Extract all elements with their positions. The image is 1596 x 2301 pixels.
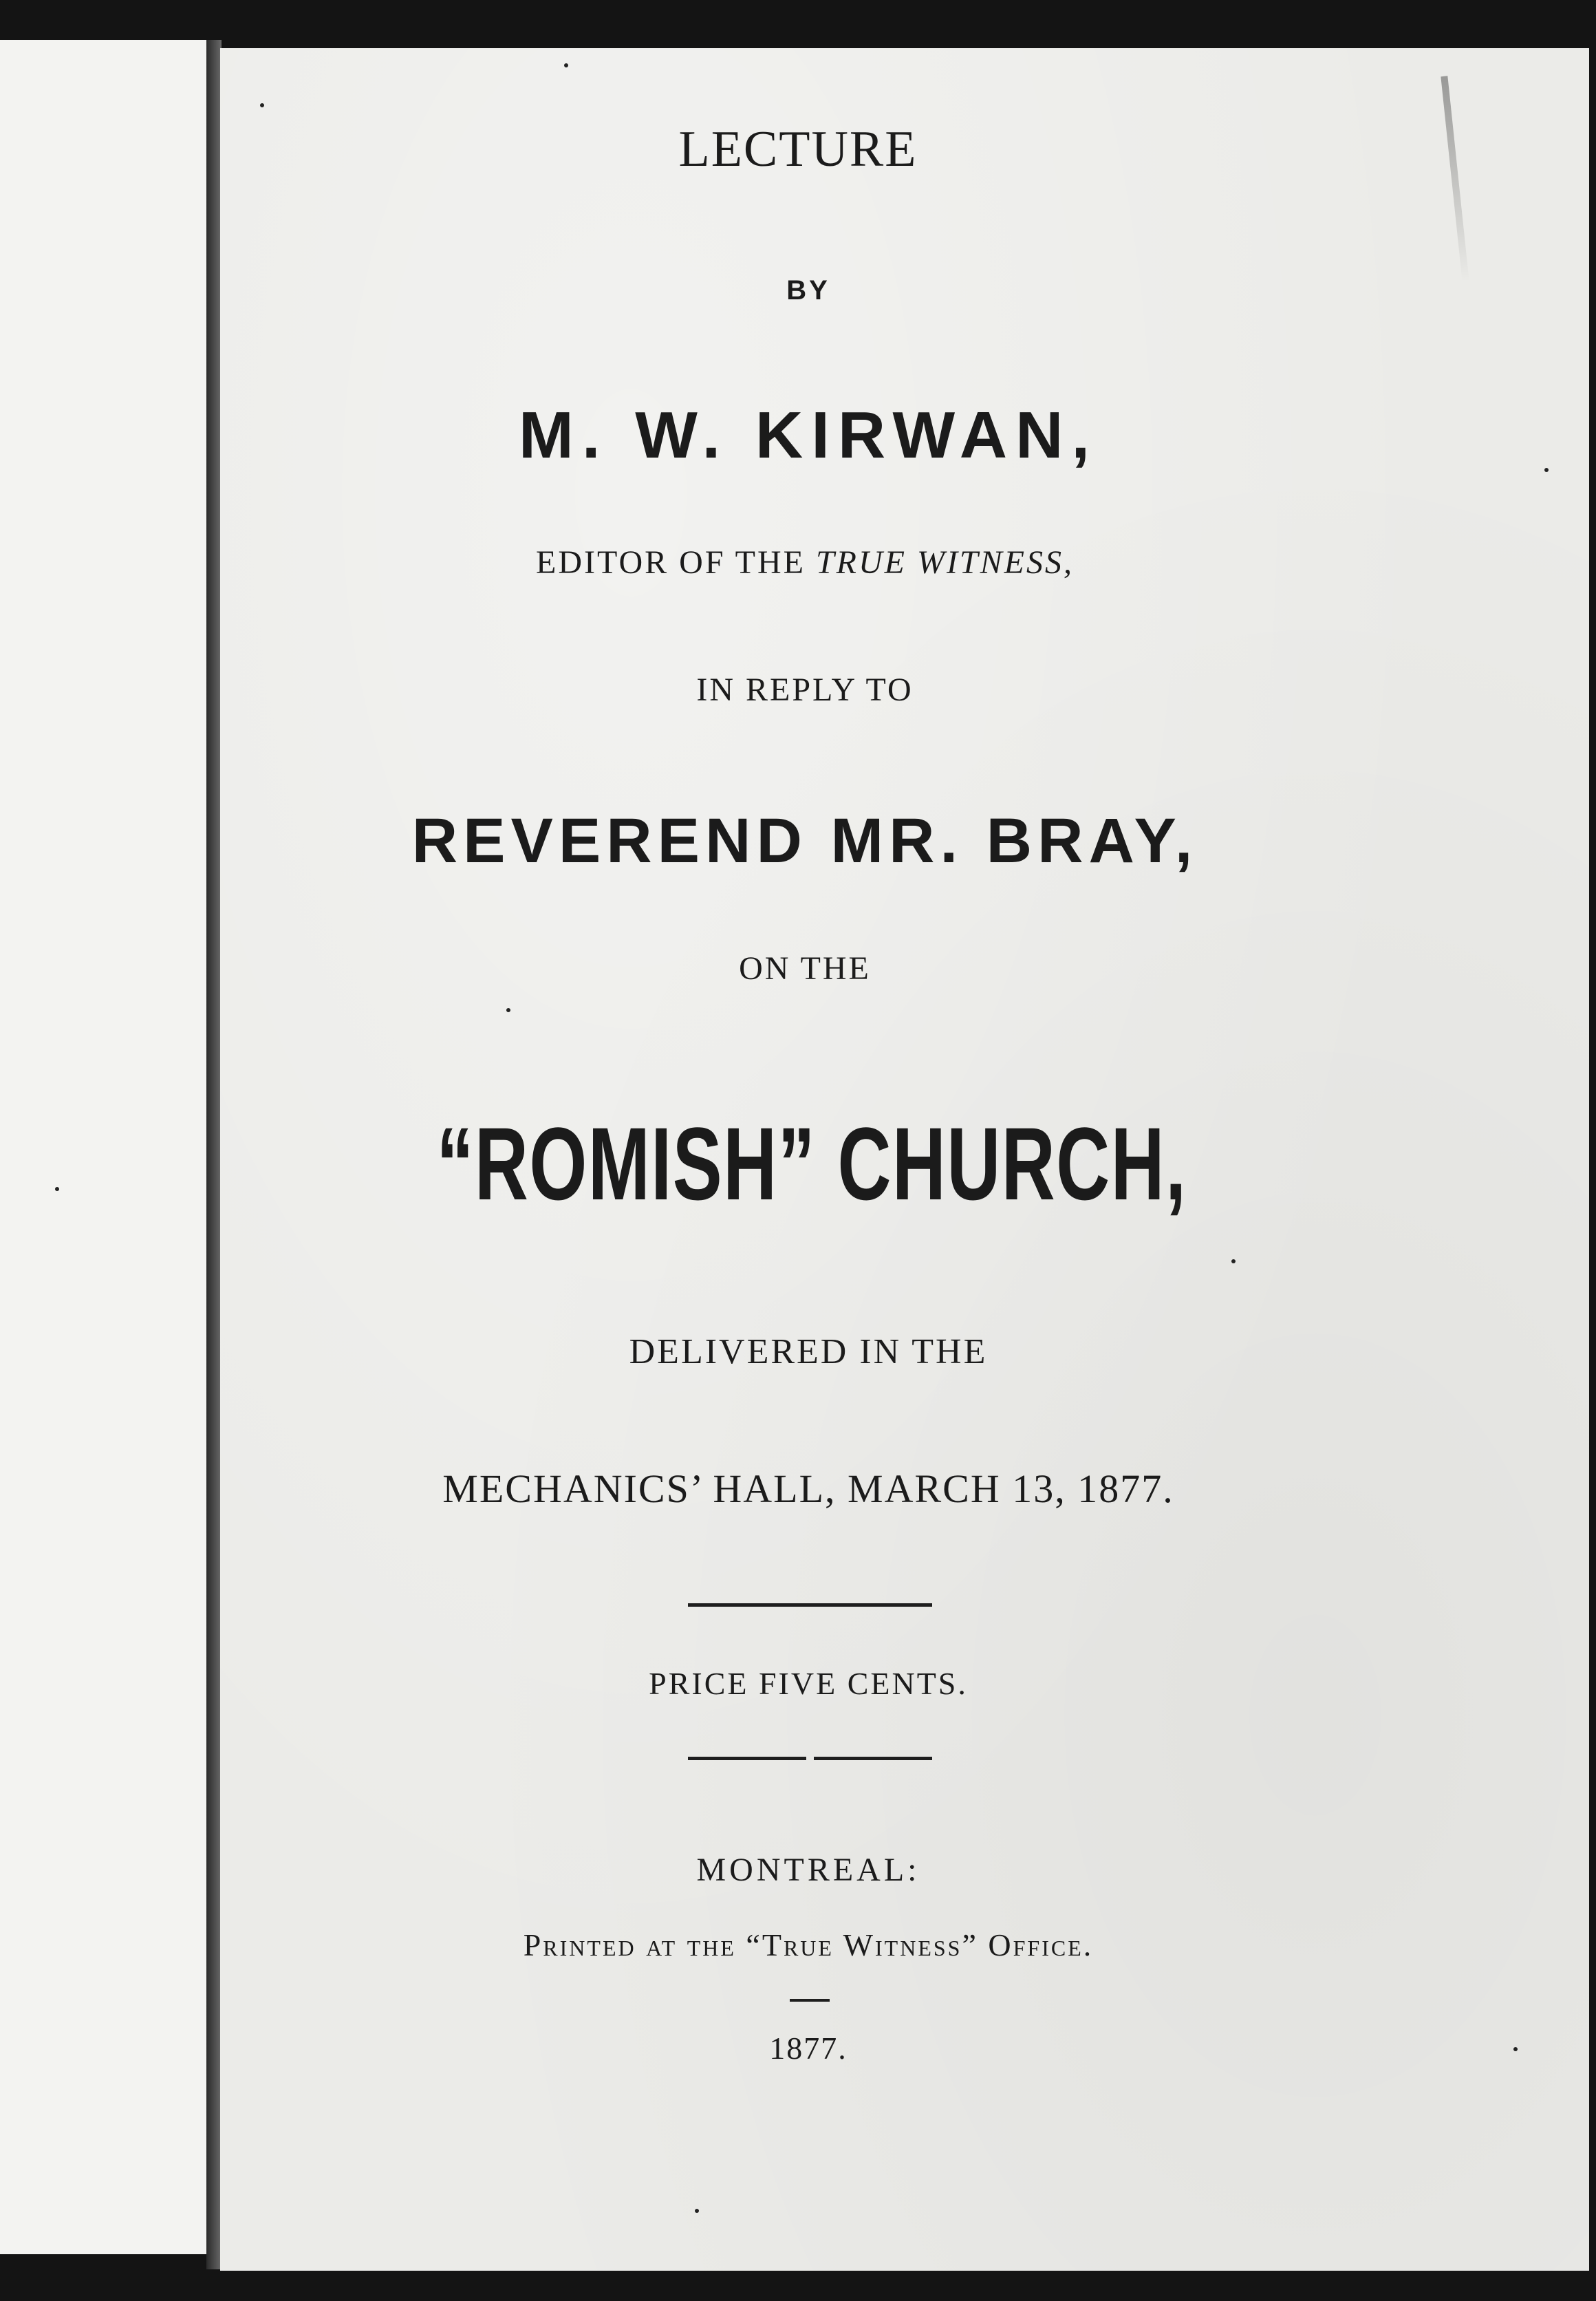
publication-name: TRUE WITNESS, [815,544,1074,581]
editor-prefix: EDITOR OF THE [536,544,806,581]
divider-rule-left [688,1757,806,1760]
delivered-line: DELIVERED IN THE [629,1332,988,1371]
author-name: M. W. KIRWAN, [518,398,1099,472]
subject-title: “ROMISH” CHURCH, [436,1106,1187,1221]
print-speck [260,103,264,107]
print-speck [1544,468,1549,472]
editor-line [7,544,1596,581]
divider-rule [688,1603,932,1607]
print-speck [695,2209,699,2213]
reply-line: IN REPLY TO [696,672,914,708]
venue-date-line: MECHANICS’ HALL, MARCH 13, 1877. [442,1466,1174,1511]
print-speck [1513,2047,1518,2051]
facing-page-edge [0,40,211,2254]
respondent-name: REVEREND MR. BRAY, [411,806,1198,876]
city-line: MONTREAL: [696,1852,920,1888]
year-line: 1877. [769,2031,848,2066]
price-line: PRICE FIVE CENTS. [649,1666,968,1701]
printer-line: Printed at the “True Witness” Office. [523,1927,1094,1962]
on-the-line: ON THE [739,950,871,987]
print-speck [564,63,568,67]
print-speck [1231,1259,1236,1263]
by-line: BY [786,275,830,306]
short-rule [790,1999,830,2002]
divider-rule-right [814,1757,932,1760]
print-speck [55,1187,59,1191]
print-speck [506,1008,510,1012]
